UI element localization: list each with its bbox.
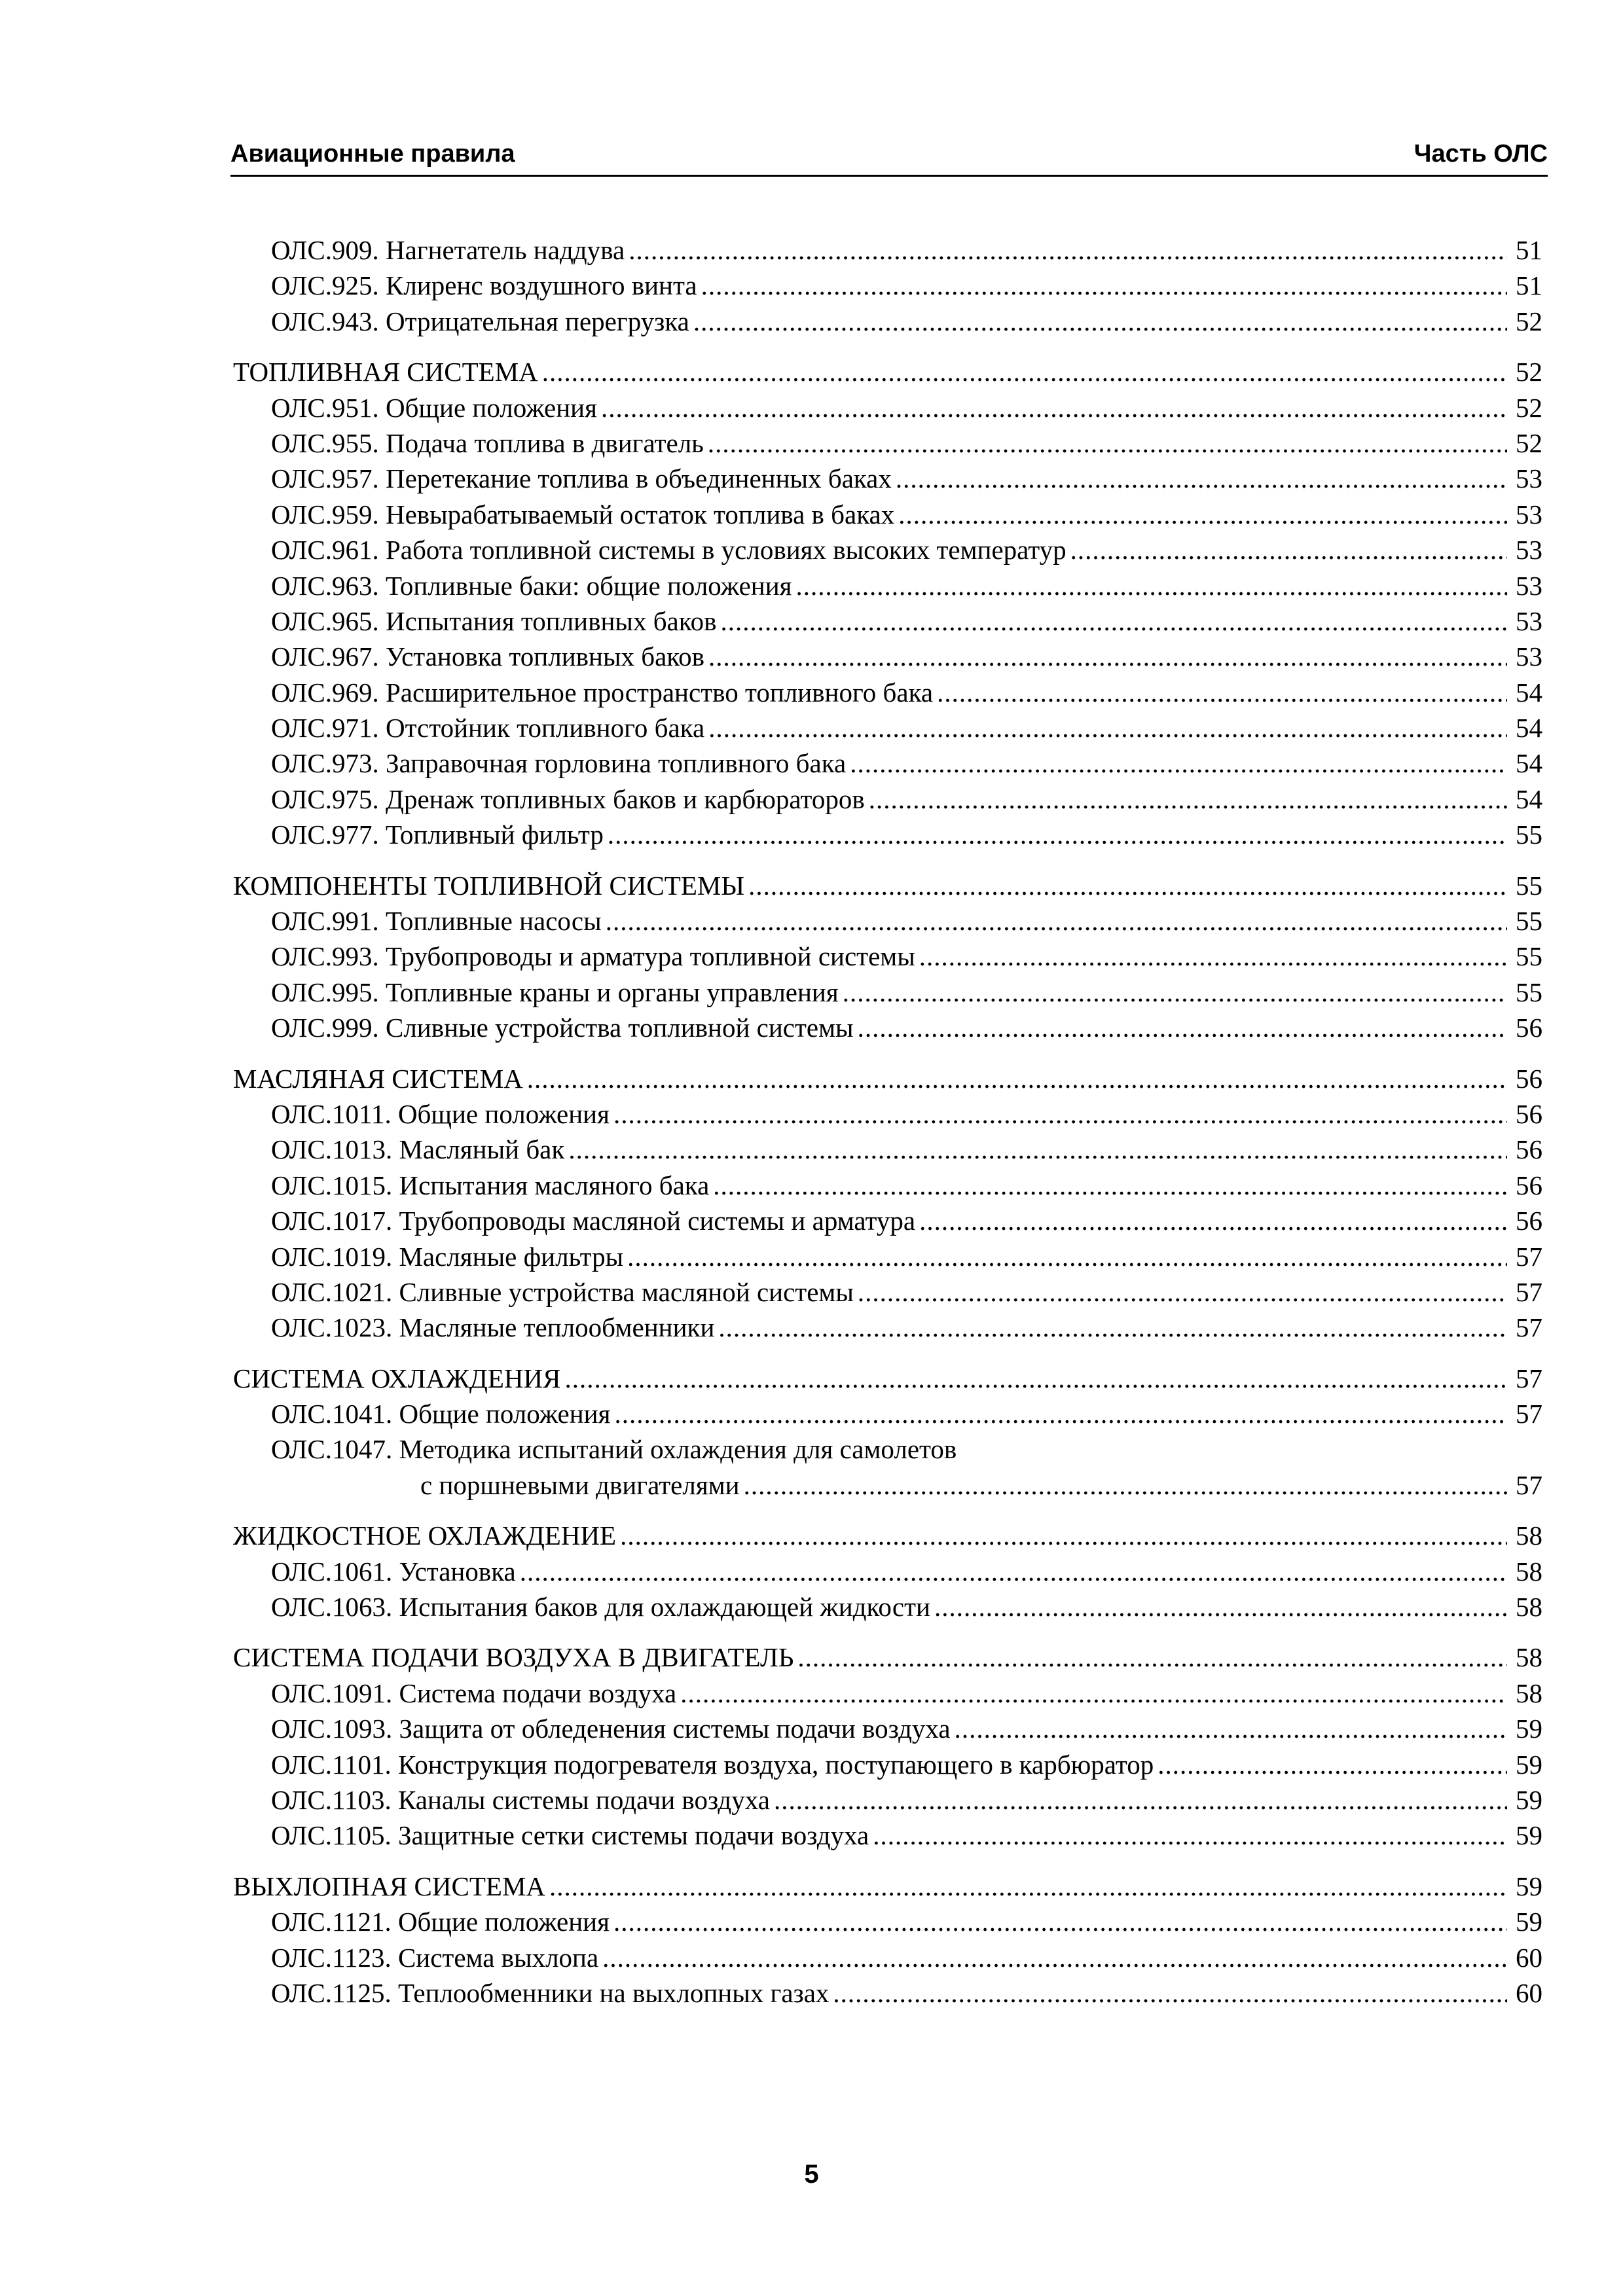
- dot-leader: [858, 1010, 1507, 1045]
- entry-page-number: 56: [1516, 1170, 1542, 1200]
- dot-leader: [1070, 532, 1507, 567]
- toc-entry[interactable]: [233, 781, 1542, 817]
- entry-page-number: 57: [1516, 1469, 1542, 1500]
- toc-entry[interactable]: [233, 461, 1542, 496]
- dot-leader: [720, 603, 1507, 639]
- entry-page-number: 52: [1516, 427, 1542, 458]
- toc-entry[interactable]: [233, 1310, 1542, 1345]
- dot-leader: [797, 1640, 1507, 1675]
- toc-entry[interactable]: [233, 1010, 1542, 1045]
- toc-section-heading[interactable]: [233, 868, 1542, 903]
- section-title: КОМПОНЕНТЫ ТОПЛИВНОЙ СИСТЕМЫ: [233, 870, 745, 901]
- toc-entry[interactable]: [233, 1168, 1542, 1203]
- entry-page-number: 56: [1516, 1063, 1542, 1094]
- entry-title: ОЛС.1019. Масляные фильтры: [271, 1241, 624, 1272]
- toc-entry[interactable]: [233, 425, 1542, 461]
- toc-entry[interactable]: [233, 532, 1542, 567]
- toc-entry[interactable]: [233, 817, 1542, 852]
- entry-title: с поршневыми двигателями: [420, 1469, 740, 1500]
- entry-page-number: 59: [1516, 1907, 1542, 1937]
- entry-title: ОЛС.961. Работа топливной системы в условиях высоких температур: [271, 535, 1067, 565]
- section-title: ЖИДКОСТНОЕ ОХЛАЖДЕНИЕ: [233, 1520, 617, 1551]
- entry-title: ОЛС.1017. Трубопроводы масляной системы и арматура: [271, 1206, 916, 1236]
- header-title: Авиационные правила: [230, 140, 515, 168]
- entry-title: ОЛС.1047. Методика испытаний охлаждения для самолетов: [271, 1434, 957, 1465]
- dot-leader: [614, 1396, 1507, 1431]
- toc-entry[interactable]: [233, 1554, 1542, 1589]
- toc-entry[interactable]: [233, 1274, 1542, 1310]
- entry-page-number: 53: [1516, 605, 1542, 636]
- entry-title: ОЛС.963. Топливные баки: общие положения: [271, 570, 792, 601]
- entry-page-number: 58: [1516, 1592, 1542, 1623]
- entry-page-number: 53: [1516, 570, 1542, 601]
- entry-page-number: 56: [1516, 1098, 1542, 1129]
- toc-entry[interactable]: [233, 1239, 1542, 1274]
- entry-title: ОЛС.965. Испытания топливных баков: [271, 605, 717, 636]
- dot-leader: [620, 1518, 1507, 1553]
- dot-leader: [629, 232, 1507, 268]
- entry-title: ОЛС.1013. Масляный бак: [271, 1134, 565, 1165]
- toc-entry[interactable]: [233, 710, 1542, 745]
- entry-page-number: 60: [1516, 1942, 1542, 1973]
- entry-title: ОЛС.973. Заправочная горловина топливного бака: [271, 748, 847, 779]
- dot-leader: [549, 1869, 1507, 1904]
- dot-leader: [869, 781, 1507, 817]
- dot-leader: [708, 639, 1507, 674]
- entry-title: ОЛС.977. Топливный фильтр: [271, 819, 604, 850]
- dot-leader: [680, 1676, 1507, 1711]
- entry-page-number: 57: [1516, 1241, 1542, 1272]
- dot-leader: [833, 1975, 1507, 2011]
- dot-leader: [613, 1904, 1507, 1939]
- entry-page-number: 59: [1516, 1820, 1542, 1851]
- table-of-contents: [233, 232, 1542, 2011]
- dot-leader: [627, 1239, 1507, 1274]
- toc-entry[interactable]: [233, 304, 1542, 339]
- toc-entry[interactable]: [233, 745, 1542, 781]
- toc-entry[interactable]: [233, 939, 1542, 974]
- toc-entry[interactable]: [233, 1711, 1542, 1746]
- entry-page-number: 59: [1516, 1785, 1542, 1815]
- toc-entry[interactable]: [233, 1203, 1542, 1238]
- running-header: [230, 137, 1548, 177]
- toc-section-heading[interactable]: [233, 1361, 1542, 1396]
- dot-leader: [606, 903, 1507, 939]
- entry-title: ОЛС.967. Установка топливных баков: [271, 641, 705, 672]
- dot-leader: [693, 304, 1507, 339]
- entry-page-number: 59: [1516, 1871, 1542, 1901]
- entry-page-number: 57: [1516, 1399, 1542, 1429]
- toc-entry[interactable]: [233, 603, 1542, 639]
- entry-page-number: 57: [1516, 1363, 1542, 1393]
- entry-page-number: 55: [1516, 941, 1542, 972]
- entry-page-number: 53: [1516, 463, 1542, 494]
- entry-title: ОЛС.1123. Система выхлопа: [271, 1942, 599, 1973]
- dot-leader: [955, 1711, 1507, 1746]
- toc-section-heading[interactable]: [233, 1869, 1542, 1904]
- entry-title: ОЛС.991. Топливные насосы: [271, 906, 602, 937]
- dot-leader: [601, 390, 1507, 425]
- dot-leader: [919, 939, 1507, 974]
- entry-title: ОЛС.909. Нагнетатель наддува: [271, 234, 625, 265]
- entry-title: ОЛС.1061. Установка: [271, 1556, 516, 1587]
- entry-page-number: 59: [1516, 1713, 1542, 1744]
- entry-page-number: 58: [1516, 1677, 1542, 1708]
- dot-leader: [527, 1061, 1507, 1096]
- header-part: Часть ОЛС: [1413, 140, 1548, 168]
- toc-entry[interactable]: [233, 1940, 1542, 1975]
- section-title: ВЫХЛОПНАЯ СИСТЕМА: [233, 1871, 546, 1901]
- section-title: СИСТЕМА ОХЛАЖДЕНИЯ: [233, 1363, 561, 1393]
- entry-title: ОЛС.925. Клиренс воздушного винта: [271, 270, 697, 301]
- entry-page-number: 52: [1516, 306, 1542, 336]
- entry-page-number: 53: [1516, 641, 1542, 672]
- entry-page-number: 55: [1516, 977, 1542, 1007]
- dot-leader: [1158, 1747, 1507, 1782]
- entry-title: ОЛС.1125. Теплообменники на выхлопных газах: [271, 1977, 830, 2008]
- toc-entry[interactable]: [233, 497, 1542, 532]
- dot-leader: [701, 268, 1507, 303]
- entry-page-number: 53: [1516, 535, 1542, 565]
- entry-title: ОЛС.1015. Испытания масляного бака: [271, 1170, 710, 1200]
- dot-leader: [796, 568, 1507, 603]
- entry-title: ОЛС.1021. Сливные устройства масляной системы: [271, 1276, 854, 1307]
- entry-title: ОЛС.1101. Конструкция подогревателя воздуха, поступающего в карбюратор: [271, 1749, 1154, 1780]
- dot-leader: [608, 817, 1507, 852]
- dot-leader: [937, 675, 1507, 710]
- dot-leader: [843, 975, 1507, 1010]
- toc-section-heading[interactable]: [233, 1640, 1542, 1675]
- entry-page-number: 58: [1516, 1520, 1542, 1551]
- entry-page-number: 55: [1516, 819, 1542, 850]
- toc-entry[interactable]: [233, 1782, 1542, 1818]
- entry-title: ОЛС.957. Перетекание топлива в объединенных баках: [271, 463, 892, 494]
- dot-leader: [850, 745, 1507, 781]
- entry-title: ОЛС.995. Топливные краны и органы управления: [271, 977, 839, 1007]
- entry-title: ОЛС.1063. Испытания баков для охлаждающей жидкости: [271, 1592, 930, 1623]
- toc-entry[interactable]: [233, 1589, 1542, 1624]
- toc-section-heading[interactable]: [233, 1061, 1542, 1096]
- dot-leader: [748, 868, 1507, 903]
- dot-leader: [713, 1168, 1507, 1203]
- toc-entry[interactable]: [233, 568, 1542, 603]
- entry-page-number: 57: [1516, 1312, 1542, 1343]
- entry-page-number: 55: [1516, 870, 1542, 901]
- toc-entry[interactable]: [233, 1904, 1542, 1939]
- dot-leader: [520, 1554, 1507, 1589]
- entry-page-number: 54: [1516, 783, 1542, 814]
- entry-page-number: 55: [1516, 906, 1542, 937]
- entry-page-number: 58: [1516, 1642, 1542, 1673]
- entry-page-number: 53: [1516, 499, 1542, 529]
- entry-title: ОЛС.969. Расширительное пространство топливного бака: [271, 677, 934, 708]
- toc-section-heading[interactable]: [233, 1518, 1542, 1553]
- entry-title: ОЛС.959. Невырабатываемый остаток топлива в баках: [271, 499, 895, 529]
- entry-page-number: 51: [1516, 270, 1542, 301]
- section-title: МАСЛЯНАЯ СИСТЕМА: [233, 1063, 523, 1094]
- section-title: ТОПЛИВНАЯ СИСТЕМА: [233, 357, 538, 387]
- entry-title: ОЛС.1091. Система подачи воздуха: [271, 1677, 677, 1708]
- entry-title: ОЛС.943. Отрицательная перегрузка: [271, 306, 689, 336]
- entry-title: ОЛС.1121. Общие положения: [271, 1907, 610, 1937]
- section-title: СИСТЕМА ПОДАЧИ ВОЗДУХА В ДВИГАТЕЛЬ: [233, 1642, 794, 1673]
- toc-entry[interactable]: [233, 1818, 1542, 1853]
- entry-page-number: 52: [1516, 392, 1542, 423]
- entry-page-number: 54: [1516, 713, 1542, 744]
- entry-title: ОЛС.975. Дренаж топливных баков и карбюраторов: [271, 783, 865, 814]
- toc-section-heading[interactable]: [233, 354, 1542, 389]
- entry-page-number: 52: [1516, 357, 1542, 387]
- dot-leader: [708, 425, 1507, 461]
- entry-title: ОЛС.1105. Защитные сетки системы подачи воздуха: [271, 1820, 869, 1851]
- entry-title: ОЛС.971. Отстойник топливного бака: [271, 713, 705, 744]
- toc-entry[interactable]: [233, 1396, 1542, 1431]
- dot-leader: [858, 1274, 1507, 1310]
- toc-entry[interactable]: [233, 1132, 1542, 1167]
- toc-entry[interactable]: [233, 1975, 1542, 2011]
- dot-leader: [602, 1940, 1507, 1975]
- entry-title: ОЛС.993. Трубопроводы и арматура топливной системы: [271, 941, 915, 972]
- toc-entry[interactable]: [233, 639, 1542, 674]
- entry-page-number: 60: [1516, 1977, 1542, 2008]
- entry-page-number: 51: [1516, 234, 1542, 265]
- toc-entry[interactable]: [233, 390, 1542, 425]
- entry-title: ОЛС.1023. Масляные теплообменники: [271, 1312, 715, 1343]
- entry-page-number: 54: [1516, 748, 1542, 779]
- entry-title: ОЛС.1093. Защита от обледенения системы подачи воздуха: [271, 1713, 951, 1744]
- dot-leader: [934, 1589, 1507, 1624]
- dot-leader: [613, 1096, 1507, 1132]
- entry-page-number: 56: [1516, 1013, 1542, 1043]
- dot-leader: [564, 1361, 1507, 1396]
- toc-entry[interactable]: [233, 1747, 1542, 1782]
- entry-page-number: 58: [1516, 1556, 1542, 1587]
- dot-leader: [919, 1203, 1507, 1238]
- entry-title: ОЛС.1011. Общие положения: [271, 1098, 610, 1129]
- dot-leader: [873, 1818, 1507, 1853]
- entry-title: ОЛС.1103. Каналы системы подачи воздуха: [271, 1785, 770, 1815]
- toc-entry[interactable]: [233, 268, 1542, 303]
- toc-entry[interactable]: [233, 1676, 1542, 1711]
- dot-leader: [774, 1782, 1507, 1818]
- toc-entry[interactable]: [233, 1467, 1542, 1503]
- dot-leader: [898, 497, 1507, 532]
- entry-page-number: 56: [1516, 1206, 1542, 1236]
- dot-leader: [744, 1467, 1507, 1503]
- page-number: 5: [804, 2160, 819, 2189]
- entry-title: ОЛС.951. Общие положения: [271, 392, 597, 423]
- entry-page-number: 54: [1516, 677, 1542, 708]
- entry-page-number: 59: [1516, 1749, 1542, 1780]
- entry-page-number: 56: [1516, 1134, 1542, 1165]
- entry-title: ОЛС.1041. Общие положения: [271, 1399, 611, 1429]
- dot-leader: [708, 710, 1507, 745]
- toc-entry[interactable]: [233, 1432, 1542, 1467]
- entry-title: ОЛС.955. Подача топлива в двигатель: [271, 427, 704, 458]
- dot-leader: [542, 354, 1507, 389]
- toc-entry[interactable]: [233, 1096, 1542, 1132]
- toc-entry[interactable]: [233, 975, 1542, 1010]
- entry-page-number: 57: [1516, 1276, 1542, 1307]
- dot-leader: [896, 461, 1507, 496]
- entry-title: ОЛС.999. Сливные устройства топливной системы: [271, 1013, 854, 1043]
- toc-entry[interactable]: [233, 903, 1542, 939]
- toc-entry[interactable]: [233, 232, 1542, 268]
- toc-entry[interactable]: [233, 675, 1542, 710]
- dot-leader: [718, 1310, 1507, 1345]
- dot-leader: [568, 1132, 1507, 1167]
